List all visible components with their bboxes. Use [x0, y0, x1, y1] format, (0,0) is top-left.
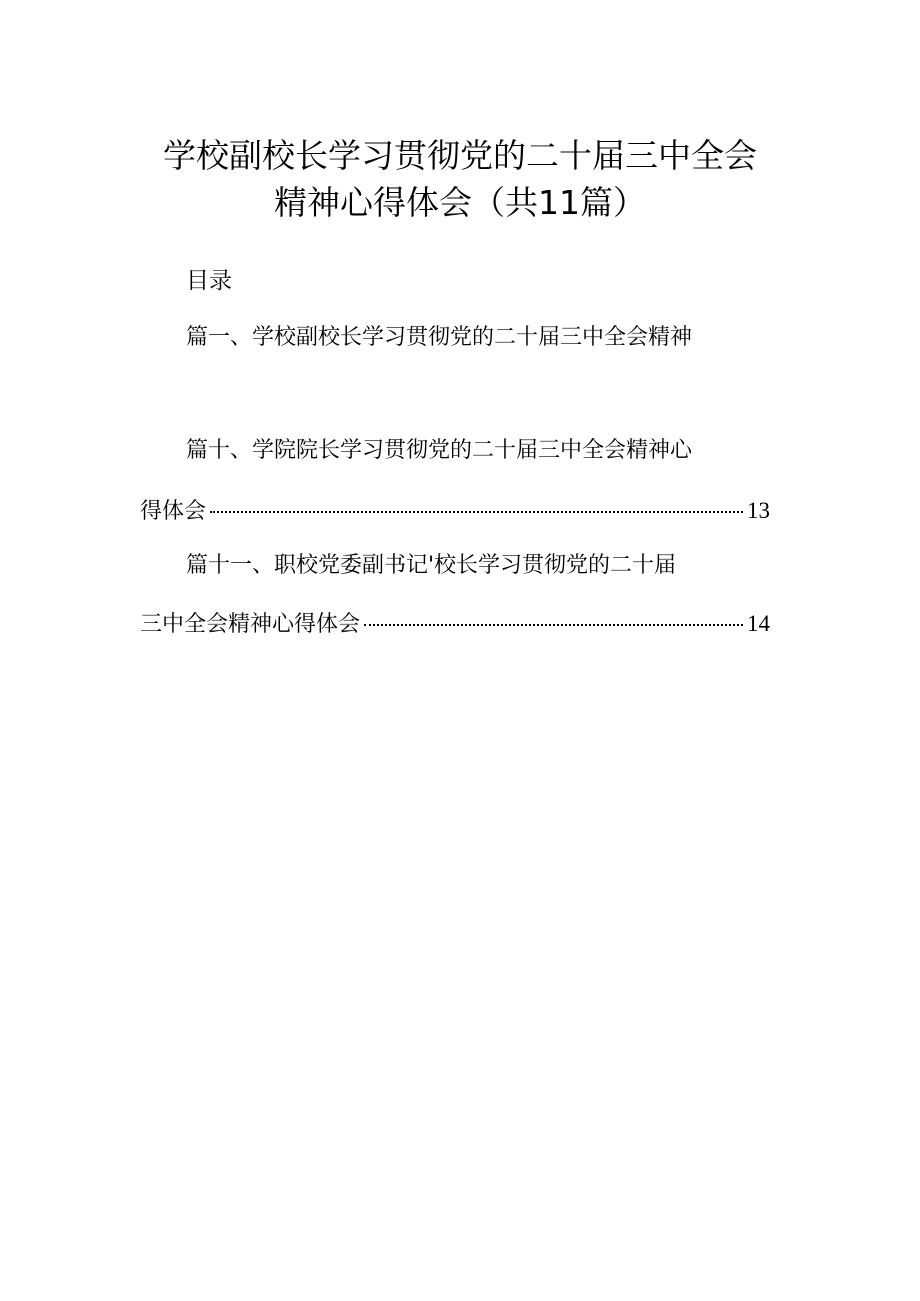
toc-entry-2-line-1[interactable]: 篇十、学院院长学习贯彻党的二十届三中全会精神心 — [186, 438, 693, 463]
toc-heading: 目录 — [186, 268, 232, 294]
document-title-line-2: 精神心得体会（共11篇） — [274, 183, 646, 222]
toc-entry-2-page-number: 13 — [747, 498, 770, 523]
toc-dot-leader — [210, 511, 743, 513]
toc-entry-1[interactable]: 篇一、学校副校长学习贯彻党的二十届三中全会精神 — [186, 325, 693, 350]
toc-entry-3-continuation: 三中全会精神心得体会 — [140, 612, 361, 637]
toc-entry-3-line-2[interactable] — [140, 609, 770, 639]
toc-dot-leader — [364, 624, 743, 626]
toc-entry-3-line-1[interactable]: 篇十一、职校党委副书记'校长学习贯彻党的二十届 — [186, 553, 677, 578]
toc-entry-2-continuation: 得体会 — [140, 499, 207, 524]
toc-entry-2-line-2[interactable] — [140, 496, 770, 526]
toc-entry-3-page-number: 14 — [747, 611, 770, 636]
document-title-line-1: 学校副校长学习贯彻党的二十届三中全会 — [163, 136, 757, 175]
